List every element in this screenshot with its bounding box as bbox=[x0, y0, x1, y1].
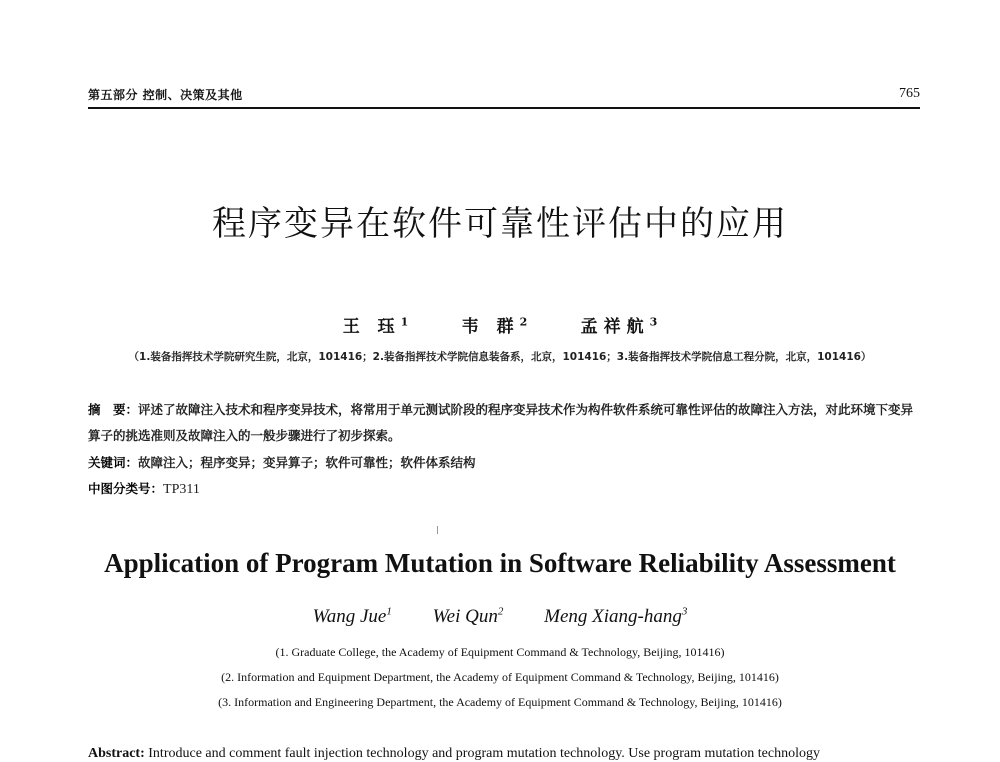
abstract-chinese bbox=[88, 397, 920, 449]
title-english: Application of Program Mutation in Software Reliability Assessment bbox=[104, 548, 896, 578]
author-en-3-name: Meng Xiang-hang bbox=[544, 606, 682, 628]
abstract-cn-text: 评述了故障注入技术和程序变异技术，将常用于单元测试阶段的程序变异技术作为构件软件系统可靠性评估的故障注入方法，对此环境下变异算子的挑选准则及故障注入的一般步骤进行了初步探索。 bbox=[88, 402, 914, 443]
author-cn-1-sup: 1 bbox=[400, 315, 409, 329]
author-cn-2-name: 韦 群 bbox=[461, 317, 520, 337]
author-en-1 bbox=[313, 606, 392, 627]
abstract-cn-label: 摘 要： bbox=[88, 402, 139, 417]
author-en-2-name: Wei Qun bbox=[432, 606, 498, 628]
affiliation-english-2: (2. Information and Equipment Department, the Academy of Equipment Command & Technology, Beijing, 101416) bbox=[221, 670, 779, 684]
affiliation-english-1: (1. Graduate College, the Academy of Equipment Command & Technology, Beijing, 101416) bbox=[275, 645, 725, 659]
author-cn-1-name: 王 珏 bbox=[342, 317, 401, 337]
author-cn-2-sup: 2 bbox=[519, 315, 528, 329]
keywords-cn-text: 故障注入；程序变异；变异算子；软件可靠性；软件体系结构 bbox=[138, 455, 476, 470]
title-chinese: 程序变异在软件可靠性评估中的应用 bbox=[212, 204, 788, 244]
author-cn-2 bbox=[462, 317, 528, 337]
classification-number bbox=[88, 476, 920, 503]
author-cn-1 bbox=[343, 317, 409, 337]
author-en-2-sup: 2 bbox=[497, 606, 504, 618]
author-cn-3-name: 孟祥航 bbox=[580, 317, 650, 337]
clc-label: 中图分类号： bbox=[88, 481, 164, 496]
page-number: 765 bbox=[899, 86, 920, 101]
affiliation-chinese: （1.装备指挥技术学院研究生院，北京，101416；2.装备指挥技术学院信息装备系，北京，101416；3.装备指挥技术学院信息工程分院，北京，101416） bbox=[128, 351, 872, 363]
authors-english bbox=[0, 606, 1000, 628]
header-rule bbox=[88, 107, 920, 109]
abstract-en-label: Abstract: bbox=[88, 746, 145, 761]
author-cn-3-sup: 3 bbox=[649, 315, 658, 329]
author-en-1-name: Wang Jue bbox=[312, 606, 387, 628]
author-en-3 bbox=[544, 606, 687, 627]
abstract-en-text: Introduce and comment fault injection technology and program mutation technology. Use program mutation technology bbox=[148, 746, 820, 761]
author-en-3-sup: 3 bbox=[681, 606, 688, 618]
keywords-chinese bbox=[88, 450, 920, 476]
clc-value: TP311 bbox=[163, 482, 200, 497]
keywords-cn-label: 关键词： bbox=[88, 455, 139, 470]
author-en-2 bbox=[433, 606, 504, 627]
author-en-1-sup: 1 bbox=[386, 606, 392, 618]
author-cn-3 bbox=[581, 317, 658, 337]
scan-mark bbox=[437, 526, 438, 534]
authors-chinese bbox=[0, 312, 1000, 337]
running-header-section: 第五部分 控制、决策及其他 bbox=[88, 88, 243, 102]
affiliation-english-3: (3. Information and Engineering Department, the Academy of Equipment Command & Technology, Beijing, 101416) bbox=[218, 695, 782, 709]
